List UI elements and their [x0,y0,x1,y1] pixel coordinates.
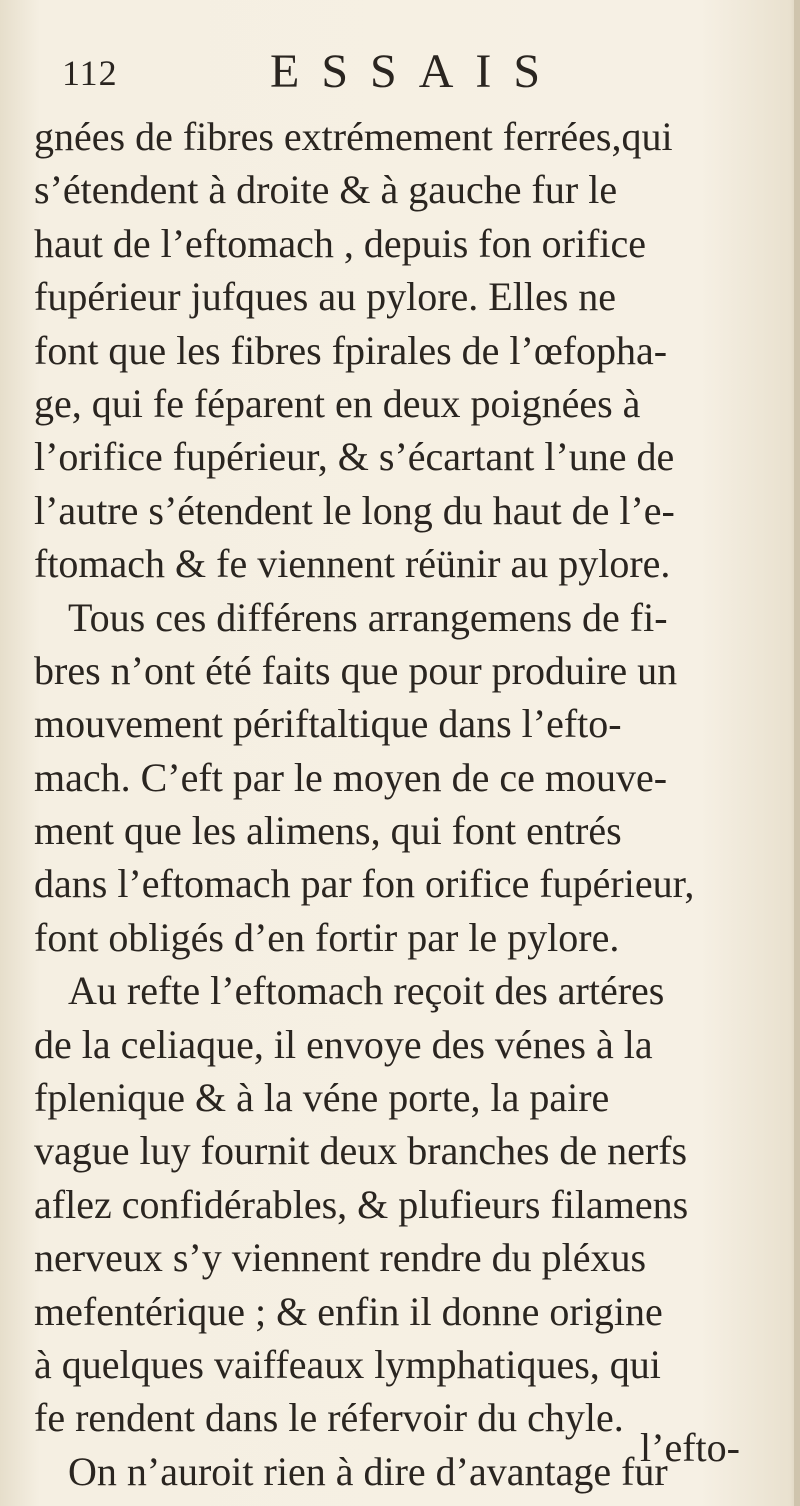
text-line: ge, qui fe féparent en deux poignées à [34,380,641,426]
text-line: ftomach & fe viennent réünir au pylore. [34,541,671,587]
text-line: bres n’ont été faits que pour produire un [34,647,678,693]
text-line: nerveux s’y viennent rendre du pléxus [34,1235,647,1281]
paragraph-first-line: Au refte l’eftomach reçoit des artéres [68,968,665,1014]
text-line: haut de l’eftomach , depuis fon orifice [34,220,646,266]
text-line: mefentérique ; & enfin il donne origine [34,1288,663,1334]
text-line: font obligés d’en fortir par le pylore. [34,914,620,960]
text-line: s’étendent à droite & à gauche fur le [34,167,618,213]
text-line: dans l’eftomach par fon orifice fupérieur, [34,861,695,907]
text-line: l’orifice fupérieur, & s’écartant l’une de [34,434,675,480]
body-text [34,110,764,1498]
running-head: ESSAIS [270,45,563,98]
page-header [60,44,760,104]
page-edge [794,0,800,1506]
page-number: 112 [62,53,118,93]
text-line: font que les fibres fpirales de l’œfopha- [34,327,668,373]
text-line: l’autre s’étendent le long du haut de l’e- [34,487,675,533]
text-line: de la celiaque, il envoye des vénes à la [34,1021,653,1067]
paragraph-first-line: Tous ces différens arrangemens de fi- [68,594,668,640]
text-line: ment que les alimens, qui font entrés [34,808,622,854]
text-line: vague luy fournit deux branches de nerfs [34,1128,688,1174]
catchword: l’efto- [640,1425,740,1470]
text-line: fe rendent dans le réfervoir du chyle. [34,1395,624,1441]
paragraph-first-line: On n’auroit rien à dire d’avantage fur [68,1448,668,1494]
text-line: à quelques vaiffeaux lymphatiques, qui [34,1341,661,1387]
text-line: gnées de fibres extrémement ferrées,qui [34,114,673,159]
text-line: aflez confidérables, & plufieurs filamens [34,1181,689,1227]
text-line: fplenique & à la véne porte, la paire [34,1075,610,1121]
text-line: mach. C’eft par le moyen de ce mouve- [34,754,668,800]
text-line: fupérieur jufques au pylore. Elles ne [34,274,617,320]
text-line: mouvement périftaltique dans l’efto- [34,701,622,747]
